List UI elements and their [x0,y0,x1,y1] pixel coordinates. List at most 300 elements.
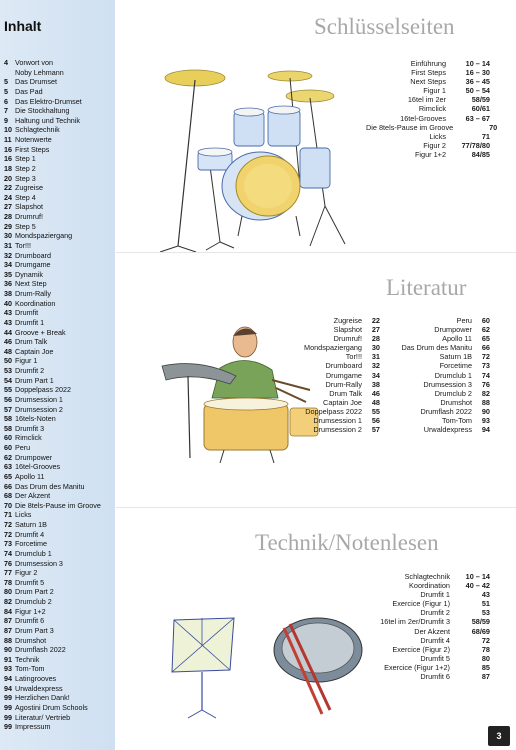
toc-entry-page: 94 [4,683,12,693]
index-label: Drumsession 2 [313,425,362,435]
toc-entry-title: Step 1 [15,154,36,164]
toc-entry-page: 43 [4,317,12,327]
toc-entry-page: 88 [4,635,12,645]
toc-entry [4,116,114,126]
index-pages: 60/61 [471,104,490,114]
index-pages: 43 [481,590,490,600]
index-label: Saturn 1B [439,352,472,362]
toc-entry [4,125,114,135]
index-row [360,654,490,663]
toc-entry [4,135,114,145]
toc-entry-page: 43 [4,308,12,318]
toc-entry-page: 57 [4,404,12,414]
toc-entry-title: Step 4 [15,192,36,202]
index-label: Exercice (Figur 1+2) [384,662,450,672]
toc-entry [4,395,114,405]
toc-entry-title: Figur 2 [15,568,38,578]
toc-entry [4,376,114,386]
index-label: Die 8tels-Pause im Groove [366,122,454,132]
index-row [360,608,490,617]
index-label: Drumboard [325,361,362,371]
toc-entry [4,703,114,713]
index-pages: 27 [371,325,380,335]
section-title-schluesselseiten: Schlüsselseiten [314,14,455,39]
toc-entry-title: Drumfit [15,308,39,318]
toc-entry-title: Captain Joe [15,346,54,356]
toc-entry [4,636,114,646]
toc-entry [4,106,114,116]
toc-entry-page: 58 [4,423,12,433]
toc-entry-title: Haltung und Technik [15,115,80,125]
toc-entry [4,202,114,212]
index-pages: 60 [481,316,490,325]
toc-entry-page: 16 [4,154,12,164]
index-pages: 40 – 42 [465,581,490,591]
toc-entry [4,385,114,395]
index-pages: 66 [481,343,490,353]
index-pages: 87 [481,672,490,682]
index-label: Drumgame [325,370,362,380]
index-row [296,325,380,334]
literature-index-col2 [396,316,490,434]
toc-entry-title: Drum Part 2 [15,587,54,597]
toc-entry-page: 60 [4,433,12,443]
toc-entry [4,684,114,694]
toc-entry-title: Drumfit 2 [15,366,45,375]
toc-entry-page: 5 [4,77,8,87]
toc-list [4,58,114,732]
index-row [396,334,490,343]
toc-entry-page: 74 [4,548,12,558]
toc-entry-title: Dynamik [15,269,43,279]
index-pages: 55 [371,406,380,416]
index-pages: 36 – 45 [465,77,490,87]
toc-entry-title: Literatur/ Vertrieb [15,712,71,722]
index-pages: 10 – 14 [465,59,490,68]
index-row [360,581,490,590]
index-row [296,407,380,416]
toc-entry [4,674,114,684]
toc-entry-title: Vorwort von [15,58,53,67]
toc-entry-page: 68 [4,491,12,501]
toc-entry [4,251,114,261]
toc-entry [4,578,114,588]
toc-entry [4,414,114,424]
toc-entry-page: 40 [4,298,12,308]
toc-entry [4,587,114,597]
toc-entry [4,405,114,415]
toc-entry [4,539,114,549]
toc-entry [4,664,114,674]
index-pages: 32 [371,361,380,371]
toc-entry-page: 22 [4,183,12,193]
toc-entry-title: Herzlichen Dank! [15,693,70,703]
index-row [360,572,490,581]
index-row [360,599,490,608]
section-title-literatur: Literatur [386,275,467,300]
toc-entry [4,559,114,569]
toc-entry-page: 63 [4,462,12,472]
index-row [360,627,490,636]
toc-entry-title: Latingrooves [15,674,57,683]
toc-entry-page: 20 [4,173,12,183]
index-row [296,371,380,380]
toc-entry-page: 82 [4,597,12,606]
toc-entry [4,520,114,530]
drumset-illustration [150,66,375,256]
toc-entry [4,366,114,376]
toc-entry-page: 35 [4,269,12,279]
index-row [396,316,490,325]
toc-entry-page: 60 [4,443,12,452]
toc-entry-title: Slapshot [15,202,43,212]
index-row [396,389,490,398]
toc-entry-page: 72 [4,520,12,529]
toc-entry [4,328,114,338]
toc-entry-page: 27 [4,202,12,212]
toc-entry [4,433,114,443]
toc-entry-page: 72 [4,529,12,539]
index-pages: 58/59 [471,95,490,105]
toc-entry-title: Die 8tels-Pause im Groove [15,500,101,510]
index-row [360,645,490,654]
toc-entry-page: 24 [4,192,12,202]
index-label: Zugreise [333,316,362,325]
index-row [296,416,380,425]
index-pages: 94 [481,425,490,435]
toc-entry-title: Mondspaziergang [15,231,73,241]
index-label: Koordination [409,581,450,591]
toc-entry-title: Drumfit 1 [15,317,45,327]
index-label: Drumfit 4 [420,635,450,645]
index-pages: 65 [481,334,490,344]
toc-entry-title: Tom-Tom [15,664,45,674]
index-row [366,95,490,104]
index-label: Doppelpass 2022 [305,406,362,416]
index-pages: 88 [481,397,490,407]
toc-entry-page: 58 [4,414,12,424]
index-label: Schlagtechnik [404,572,450,581]
toc-entry-page: 91 [4,654,12,664]
index-label: 16tel im 2er [407,95,446,105]
toc-entry [4,616,114,626]
index-pages: 82 [481,388,490,398]
index-label: Der Akzent [414,626,450,636]
toc-entry-page: 46 [4,337,12,347]
index-pages: 72 [481,635,490,645]
index-row [296,361,380,370]
index-row [396,325,490,334]
toc-entry-title: Drumruf! [15,212,43,221]
toc-entry [4,713,114,723]
index-label: 16tel-Grooves [400,113,446,123]
index-row [396,380,490,389]
index-row [396,352,490,361]
index-label: Figur 1 [423,86,446,96]
toc-entry [4,299,114,309]
toc-entry [4,510,114,520]
toc-entry-title: Drum-Rally [15,289,51,298]
index-pages: 71 [481,131,490,141]
toc-entry [4,453,114,463]
toc-entry-page: 10 [4,125,12,135]
index-pages: 63 – 67 [465,113,490,123]
toc-entry-page: 36 [4,279,12,289]
toc-entry-title: Notenwerte [15,135,52,144]
section-divider [116,507,516,508]
toc-entry-page [4,68,15,78]
toc-entry-title: Drum Part 3 [15,625,54,635]
toc-entry-page: 77 [4,568,12,578]
index-row [396,407,490,416]
toc-entry [4,222,114,232]
page-number-badge: 3 [488,726,510,746]
index-row [360,636,490,645]
index-label: Next Steps [410,77,446,87]
toc-entry-title: Peru [15,443,31,452]
toc-entry-title: Licks [15,510,32,520]
index-pages: 53 [481,608,490,618]
index-label: Drumshot [440,397,472,407]
toc-entry [4,530,114,540]
toc-entry-page: 99 [4,702,12,712]
toc-entry [4,270,114,280]
toc-entry-title: Saturn 1B [15,520,47,529]
toc-entry-page: 4 [4,58,8,67]
toc-entry-page: 99 [4,693,12,703]
toc-entry [4,87,114,97]
toc-entry-page: 62 [4,452,12,462]
toc-entry-page: 16 [4,144,12,154]
index-pages: 57 [371,425,380,435]
toc-entry-title: Zugreise [15,183,43,193]
toc-entry [4,193,114,203]
index-pages: 72 [481,352,490,362]
toc-entry-page: 38 [4,289,12,298]
index-label: Rimclick [418,104,446,114]
toc-entry [4,68,114,78]
index-label: Drumfit 2 [420,608,450,618]
index-row [360,617,490,626]
toc-entry-page: 99 [4,712,12,722]
toc-entry-title: Drumpower [15,452,53,462]
index-label: Apollo 11 [442,334,472,344]
toc-entry-title: First Steps [15,144,50,154]
index-pages: 78 [481,644,490,654]
toc-entry [4,347,114,357]
index-label: Drumruf! [333,334,362,344]
index-pages: 74 [481,370,490,380]
toc-entry [4,308,114,318]
index-label: 16tel im 2er/Drumfit 3 [380,617,450,627]
index-pages: 10 – 14 [465,572,490,581]
index-row [360,672,490,681]
toc-entry-title: Impressum [15,722,51,732]
toc-entry-page: 53 [4,366,12,375]
toc-entry-title: Die Stockhaltung [15,106,70,116]
index-label: Mondspaziergang [303,343,362,353]
toc-entry-title: Drumgame [15,260,51,270]
index-row [366,114,490,123]
index-pages: 80 [481,653,490,663]
toc-entry-title: Figur 1 [15,356,38,366]
toc-entry-title: Der Akzent [15,491,51,501]
index-pages: 76 [481,379,490,389]
toc-entry-page: 32 [4,250,12,260]
toc-title: Inhalt [4,18,42,34]
toc-entry [4,501,114,511]
toc-entry [4,212,114,222]
toc-entry-title: Urwaldexpress [15,683,63,693]
toc-entry-title: Drumsession 1 [15,394,63,404]
toc-entry [4,356,114,366]
index-label: Drumclub 1 [434,370,472,380]
toc-entry-title: 16tel-Grooves [15,462,61,472]
toc-entry [4,424,114,434]
toc-entry-title: Next Step [15,279,47,289]
index-row [296,380,380,389]
toc-entry-title: Drum Talk [15,337,48,347]
index-label: Drumsession 3 [423,379,472,389]
toc-entry-title: Step 3 [15,173,36,183]
toc-entry-page: 5 [4,86,8,96]
index-label: Einführung [410,59,446,68]
toc-entry [4,241,114,251]
toc-entry-title: Technik [15,654,40,664]
toc-entry [4,77,114,87]
toc-entry-title: Groove + Break [15,327,66,337]
toc-entry-page: 55 [4,385,12,395]
toc-entry [4,693,114,703]
toc-entry-page: 76 [4,558,12,568]
toc-entry-title: Drumclub 1 [15,548,52,558]
toc-entry-title: Drumclub 2 [15,597,52,606]
index-pages: 38 [371,379,380,389]
toc-entry [4,491,114,501]
toc-entry-title: Das Elektro-Drumset [15,96,82,106]
toc-entry [4,443,114,453]
toc-entry [4,145,114,155]
index-row [296,398,380,407]
toc-entry-page: 99 [4,722,12,732]
index-row [296,334,380,343]
index-label: Drum Talk [329,388,362,398]
literature-index-col1 [296,316,380,434]
index-label: Peru [456,316,472,325]
toc-entry-page: 34 [4,260,12,270]
section-divider [116,252,516,253]
toc-entry-page: 84 [4,606,12,616]
toc-entry-title: Drumshot [15,635,47,645]
index-row [396,425,490,434]
toc-entry-title: Rimclick [15,433,42,443]
index-pages: 85 [481,662,490,672]
index-pages: 50 – 54 [465,86,490,96]
index-pages: 93 [481,416,490,426]
index-row [396,416,490,425]
toc-entry-title: Drumsession 3 [15,558,63,568]
index-pages: 90 [481,406,490,416]
toc-entry-title: Drumsession 2 [15,404,63,414]
toc-entry [4,289,114,299]
toc-entry-page: 71 [4,510,12,520]
index-label: Captain Joe [323,397,362,407]
toc-entry [4,183,114,193]
toc-entry-title: Das Drum des Manitu [15,481,85,491]
toc-entry-title: Drumboard [15,250,51,260]
toc-entry-title: 16tels-Noten [15,414,56,424]
toc-entry-title: Drumfit 6 [15,616,45,626]
toc-entry [4,597,114,607]
index-label: First Steps [411,68,446,78]
toc-entry [4,462,114,472]
toc-entry-page: 56 [4,394,12,404]
index-row [296,389,380,398]
toc-entry-page: 30 [4,231,12,241]
toc-entry-page: 73 [4,539,12,549]
music-stand-and-pad-illustration [160,610,370,720]
toc-entry-title: Agostini Drum Schools [15,702,88,712]
index-row [366,150,490,159]
toc-entry-page: 90 [4,645,12,655]
toc-entry-title: Das Pad [15,86,43,96]
index-row [360,590,490,599]
toc-entry-page: 18 [4,163,12,173]
index-label: Exercice (Figur 2) [392,644,450,654]
index-row [396,398,490,407]
index-row [366,59,490,68]
toc-entry [4,231,114,241]
index-row [366,122,498,132]
index-label: Drumpower [434,325,472,335]
index-pages: 48 [371,397,380,407]
index-row [366,77,490,86]
index-label: Drum-Rally [325,379,362,389]
index-pages: 84/85 [471,149,490,159]
toc-entry-title: Tor!!! [15,240,31,250]
index-label: Figur 1+2 [414,149,446,159]
index-label: Tom-Tom [442,416,472,426]
toc-entry [4,154,114,164]
toc-entry-title: Das Drumset [15,77,57,87]
toc-entry-page: 66 [4,481,12,491]
toc-entry-page: 78 [4,577,12,587]
index-row [296,425,380,434]
index-label: Drumsession 1 [313,416,362,426]
index-row [396,371,490,380]
toc-entry [4,472,114,482]
toc-entry-page: 65 [4,471,12,481]
index-label: Drumfit 6 [420,672,450,682]
index-row [296,352,380,361]
toc-entry [4,174,114,184]
toc-entry-title: Drumfit 3 [15,423,45,433]
index-row [366,68,490,77]
index-label: Drumfit 5 [420,653,450,663]
index-label: Figur 2 [423,140,446,150]
toc-entry [4,607,114,617]
index-pages: 34 [371,370,380,380]
toc-entry-page: 28 [4,212,12,221]
toc-entry-page: 54 [4,375,12,385]
toc-entry-title: Drumfit 4 [15,529,45,539]
index-pages: 56 [371,416,380,426]
toc-entry [4,97,114,107]
toc-entry-page: 48 [4,346,12,356]
index-label: Drumclub 2 [434,388,472,398]
toc-entry [4,568,114,578]
toc-entry-page: 80 [4,587,12,597]
